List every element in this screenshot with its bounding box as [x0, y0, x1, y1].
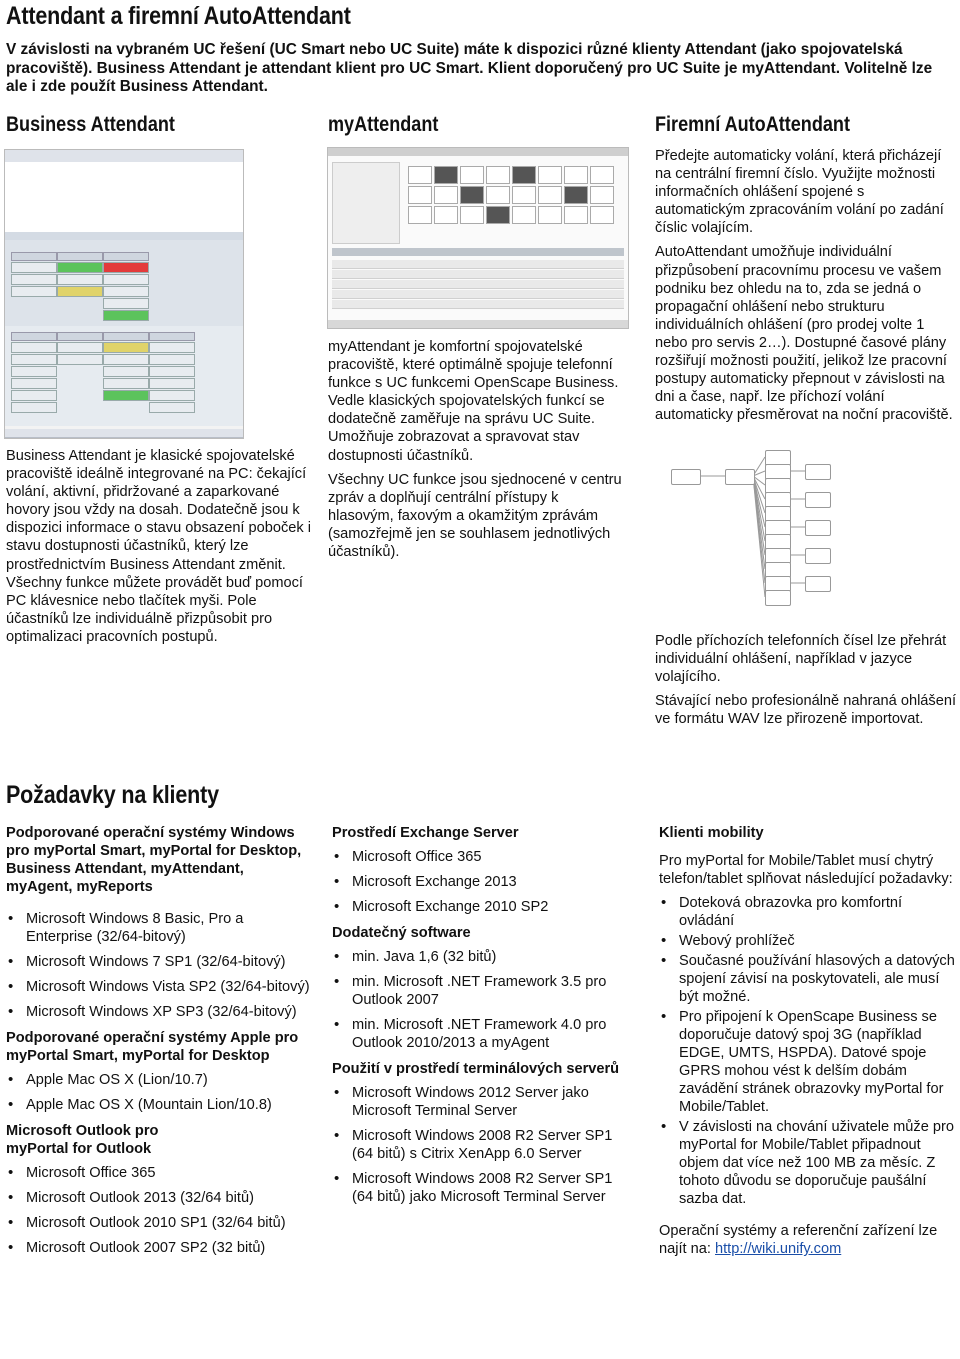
windows-os-heading: Podporované operační systémy Windows pro myPortal Smart, myPortal for Desktop, Business Attendant, myAttendant, myAgent, myReports: [6, 825, 302, 895]
list-item: • Microsoft Windows 2008 R2 Server SP1 (64 bitů) jako Microsoft Terminal Server: [332, 1170, 622, 1206]
myattendant-text: [328, 338, 628, 567]
list-item: • Doteková obrazovka pro komfortní ovládání: [659, 894, 957, 930]
list-item: • Microsoft Windows 2012 Server jako Microsoft Terminal Server: [332, 1084, 632, 1120]
mobility-outro-text: Operační systémy a referenční zařízení lze najít na:: [659, 1223, 938, 1258]
outlook-heading: Microsoft Outlook pro myPortal for Outlook: [6, 1123, 159, 1157]
windows-os-list: [6, 910, 311, 1021]
list-item: • Apple Mac OS X (Lion/10.7): [6, 1071, 311, 1089]
apple-os-list: [6, 1071, 311, 1114]
list-item: • Microsoft Windows 2008 R2 Server SP1 (64 bitů) s Citrix XenApp 6.0 Server: [332, 1127, 632, 1163]
autoattendant-paragraph-2: AutoAttendant umožňuje individuální přizpůsobení pracovnímu procesu ve vašem podniku bez ohledu na to, zda se jedná o propagační ohlášení nebo strukturu individuálních ohlášení (pro prodej volte 1 nebo pro servis 2…). Dostupné časové plány rozšiřují možnosti použití, jelikož lze pracovní postupy automaticky přepnout v závislosti na dni a čase, např. lze příchozí volání automaticky přesměrovat na noční pracoviště.: [655, 244, 953, 424]
myattendant-paragraph-2: Všechny UC funkce jsou sjednocené v centru zpráv a doplňují centrální přístupy k hlasovým, faxovým a okamžitým zprávám (samozřejmě jen se souhlasem jednotlivých účastníků).: [328, 471, 622, 561]
requirements-column-3: [659, 824, 957, 1258]
list-item: • min. Microsoft .NET Framework 3.5 pro Outlook 2007: [332, 973, 632, 1009]
business-attendant-heading: Business Attendant: [6, 113, 175, 136]
autoattendant-paragraph-1: Předejte automaticky volání, která přicházejí na centrální firemní číslo. Využijte možnosti informačních ohlášení spojené s automatickým zpracováním volání po zadání číslic volajícím.: [655, 148, 944, 237]
list-item: • V závislosti na chování uživatele může pro myPortal for Mobile/Tablet připadnout objem dat více než 100 MB za měsíc. Z tohoto důvodu se doporučuje paušální sazba dat.: [659, 1118, 957, 1208]
intro-paragraph: V závislosti na vybraném UC řešení (UC Smart nebo UC Suite) máte k dispozici různé klienty Attendant (jako spojovatelská pracoviště). Business Attendant je attendant klient pro UC Smart. Klient doporučený pro UC Suite je myAttendant. Volitelně lze ale i zde použít Business Attendant.: [6, 41, 933, 95]
autoattendant-text-bottom: [655, 632, 956, 734]
apple-os-heading: Podporované operační systémy Apple pro myPortal Smart, myPortal for Desktop: [6, 1030, 299, 1064]
business-attendant-text: Business Attendant je klasické spojovatelské pracoviště ideálně integrované na PC: čekající volání, aktivní, přidržované a zaparkované hovory jsou vždy na dosah. Dodatečně jsou k dispozici informace o stavu obsazení poboček i stavu dostupnosti účastníků, který lze prostřednictvím Business Attendant změnit. Všechny funkce můžete provádět buď pomocí PC klávesnice nebo tlačítek myši. Pole účastníků lze individuálně přizpůsobit pro optimalizaci pracovních postupů.: [6, 448, 312, 645]
list-item: • Microsoft Windows 7 SP1 (32/64-bitový): [6, 953, 311, 971]
autoattendant-heading: Firemní AutoAttendant: [655, 113, 850, 136]
terminal-server-heading: Použití v prostředí terminálových serverů: [332, 1061, 620, 1077]
myattendant-paragraph-1: myAttendant je komfortní spojovatelské pracoviště, které optimálně spojuje telefonní funkce s UC funkcemi OpenScape Business. Vedle klasických spojovatelských funkcí se dodatečně zaměřuje na správu UC Suite. Umožňuje zobrazovat a spravovat stav dostupnosti účastníků.: [328, 339, 619, 464]
list-item: • min. Microsoft .NET Framework 4.0 pro Outlook 2010/2013 a myAgent: [332, 1016, 632, 1052]
list-item: • Microsoft Exchange 2010 SP2: [332, 898, 632, 916]
list-item: • Microsoft Office 365: [332, 848, 632, 866]
list-item: • Microsoft Office 365: [6, 1164, 311, 1182]
list-item: • min. Java 1,6 (32 bitů): [332, 948, 632, 966]
exchange-list: [332, 848, 632, 916]
list-item: • Apple Mac OS X (Mountain Lion/10.8): [6, 1096, 311, 1114]
requirements-column-1: [6, 824, 311, 1265]
autoattendant-paragraph-3: Podle příchozích telefonních čísel lze přehrát individuální ohlášení, například v jazyce volajícího.: [655, 633, 947, 686]
additional-software-list: [332, 948, 632, 1052]
list-item: • Microsoft Exchange 2013: [332, 873, 632, 891]
list-item: • Microsoft Windows XP SP3 (32/64-bitový): [6, 1003, 311, 1021]
list-item: • Microsoft Outlook 2013 (32/64 bitů): [6, 1189, 311, 1207]
wiki-link[interactable]: http://wiki.unify.com: [715, 1241, 842, 1258]
list-item: • Microsoft Windows Vista SP2 (32/64-bitový): [6, 978, 311, 996]
mobility-outro: [659, 1222, 957, 1258]
myattendant-screenshot: [327, 147, 629, 329]
additional-software-heading: Dodatečný software: [332, 925, 471, 941]
autoattendant-text-top: [655, 147, 956, 430]
list-item: • Microsoft Windows 8 Basic, Pro a Enterprise (32/64-bitový): [6, 910, 311, 946]
mobility-heading: Klienti mobility: [659, 825, 764, 841]
list-item: • Microsoft Outlook 2010 SP1 (32/64 bitů): [6, 1214, 286, 1232]
requirements-heading: Požadavky na klienty: [6, 781, 219, 809]
myattendant-heading: myAttendant: [328, 113, 439, 136]
business-attendant-screenshot: [4, 149, 244, 439]
mobility-intro: Pro myPortal for Mobile/Tablet musí chytrý telefon/tablet splňovat následující požadavky:: [659, 853, 953, 888]
mobility-list: [659, 894, 957, 1208]
exchange-heading: Prostředí Exchange Server: [332, 825, 519, 841]
outlook-list: [6, 1164, 311, 1257]
page-title: Attendant a firemní AutoAttendant: [6, 2, 351, 30]
requirements-column-2: [332, 824, 632, 1214]
terminal-server-list: [332, 1084, 632, 1206]
autoattendant-paragraph-4: Stávající nebo profesionálně nahraná ohlášení ve formátu WAV lze přirozeně importovat.: [655, 693, 957, 728]
autoattendant-flow-diagram: [655, 449, 955, 629]
list-item: • Pro připojení k OpenScape Business se doporučuje datový spoj 3G (například EDGE, UMTS, HSPDA). Datové spoje GPRS mohou vést k delším dobám zavádění stránek obrazovky myPortal for Mobile/Tablet.: [659, 1008, 957, 1116]
list-item: • Webový prohlížeč: [659, 932, 957, 950]
list-item: • Současné používání hlasových a datových spojení závisí na poskytovateli, ale musí být možné.: [659, 952, 957, 1006]
list-item: • Microsoft Outlook 2007 SP2 (32 bitů): [6, 1239, 311, 1257]
